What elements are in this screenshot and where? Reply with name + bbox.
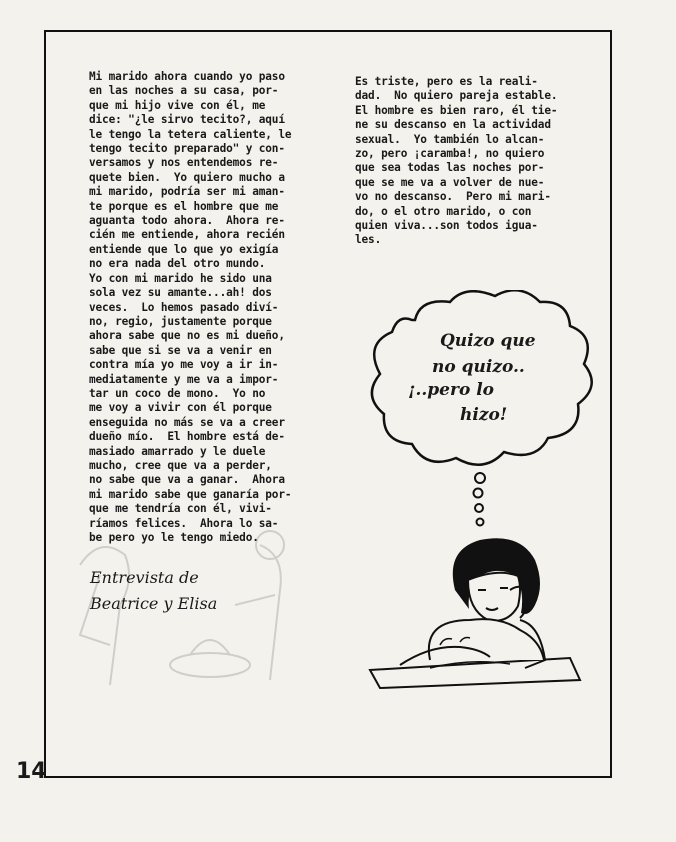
- signature-line-2: Beatrice y Elisa: [90, 594, 218, 613]
- page-number: 14: [16, 759, 47, 784]
- thought-bubble-line-4: hizo!: [460, 405, 508, 425]
- thought-bubble-line-1: Quizo que: [440, 331, 536, 351]
- thought-bubble-line-2: no quizo..: [432, 357, 525, 377]
- thought-bubble-cloud: [372, 290, 592, 465]
- right-column-text: Es triste, pero es la reali- dad. No quiero pareja estable. El hombre es bien raro, él tie- ne su descanso en la actividad sexual. Yo también lo alcan- zo, pero ¡caramba!, no quiero que sea todas las noches por- que se me va a volver de nue- vo no descanso. Pero mi mari- do, o el otro marido, o con quien viva...son todos igua- les.: [355, 75, 558, 247]
- woman-thinking-illustration: [360, 290, 600, 700]
- left-column-text: Mi marido ahora cuando yo paso en las noches a su casa, por- que mi hijo vive con él, me dice: "¿le sirvo tecito?, aquí le tengo la tetera caliente, le tengo tecito preparado" y con- versamos y nos entendemos re- quete bien. Yo quiero mucho a mi marido, podría ser mi aman- te porque es el hombre que me aguanta todo ahora. Ahora re- cién me entiende, ahora recién entiende que lo que yo exigía no era nada del otro mundo. Yo con mi marido he sido una sola vez su amante...ah! dos veces. Lo hemos pasado diví- no, regio, justamente porque ahora sabe que no es mi dueño, sabe que si se va a venir en contra mía yo me voy a ir in- mediatamente y me va a impor- tar un coco de mono. Yo no me voy a vivir con él porque enseguida no más se va a creer dueño mío. El hombre está de- masiado amarrado y le duele mucho, cree que va a perder, no sabe que va a ganar. Ahora mi marido sabe que ganaría por- que me tendría con él, vivi- ríamos felices. Ahora lo sa- be pero yo le tengo miedo.: [89, 70, 292, 544]
- thought-bubble-line-3: ¡..pero lo: [408, 380, 495, 400]
- signature-line-1: Entrevista de: [90, 568, 199, 587]
